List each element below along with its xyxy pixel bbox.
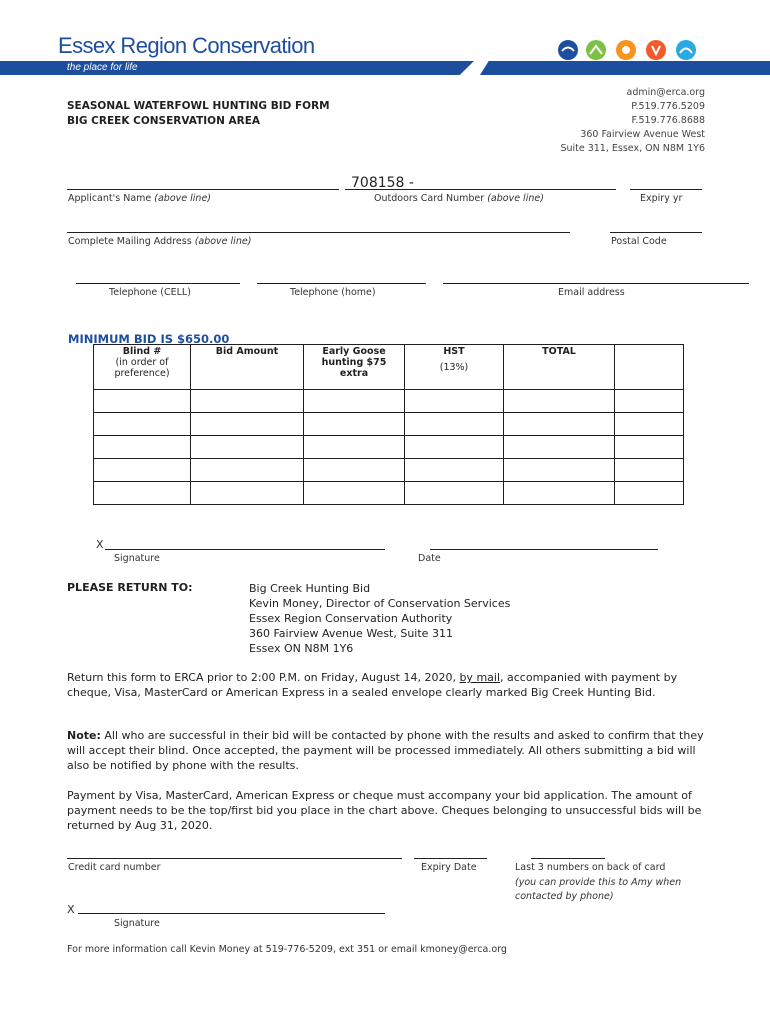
table-row (94, 413, 684, 436)
credit-card-label: Credit card number (68, 862, 161, 873)
mailing-address-label: Complete Mailing Address (above line) (68, 236, 252, 247)
return-to-heading: PLEASE RETURN TO: (67, 581, 193, 594)
expiry-date-line[interactable] (414, 858, 487, 859)
contact-street: 360 Fairview Avenue West (580, 129, 705, 140)
table-cell[interactable] (405, 390, 504, 413)
form-title-line-1: SEASONAL WATERFOWL HUNTING BID FORM (67, 100, 330, 112)
table-cell[interactable] (304, 413, 405, 436)
header-bar-right (480, 61, 770, 75)
table-row (94, 390, 684, 413)
col-hst: HST (13%) (405, 345, 504, 390)
table-cell[interactable] (615, 459, 684, 482)
outdoors-card-label: Outdoors Card Number (above line) (374, 193, 544, 204)
signature-line[interactable] (105, 549, 385, 550)
card-signature-line[interactable] (78, 913, 385, 914)
card-signature-x-mark: X (67, 903, 75, 916)
return-address (249, 581, 510, 656)
table-row (94, 459, 684, 482)
email-label: Email address (558, 287, 625, 298)
address-line: Kevin Money, Director of Conservation Services (249, 597, 511, 610)
table-cell[interactable] (94, 436, 191, 459)
table-cell[interactable] (405, 459, 504, 482)
table-cell[interactable] (504, 459, 615, 482)
contact-city: Suite 311, Essex, ON N8M 1Y6 (560, 143, 705, 154)
tel-home-label: Telephone (home) (290, 287, 376, 298)
col-blind: Blind # (in order of preference) (94, 345, 191, 390)
table-cell[interactable] (94, 482, 191, 505)
contact-phone: P.519.776.5209 (631, 101, 705, 112)
table-cell[interactable] (94, 413, 191, 436)
date-label: Date (418, 553, 441, 564)
signature-label: Signature (114, 553, 160, 564)
contact-email: admin@erca.org (626, 87, 705, 98)
outdoors-card-line[interactable] (345, 189, 616, 190)
org-name: Essex Region Conservation (58, 33, 315, 58)
tel-cell-label: Telephone (CELL) (109, 287, 191, 298)
applicant-name-line[interactable] (67, 189, 339, 190)
bid-table-header-row (94, 345, 684, 390)
signature-x-mark: X (96, 538, 104, 551)
address-line: 360 Fairview Avenue West, Suite 311 (249, 627, 453, 640)
footer-info: For more information call Kevin Money at 519-776-5209, ext 351 or email kmoney@erca.org (67, 944, 507, 955)
payment-paragraph: Payment by Visa, MasterCard, American Express or cheque must accompany your bid application. The amount of payment needs to be the top/first bid you place in the chart above. Cheques belonging to unsuccessful bids will be returned by Aug 31, 2020. (67, 789, 702, 832)
tel-cell-line[interactable] (76, 283, 240, 284)
tel-home-line[interactable] (257, 283, 426, 284)
table-cell[interactable] (504, 413, 615, 436)
table-row (94, 436, 684, 459)
table-cell[interactable] (615, 413, 684, 436)
cvv-note: (you can provide this to Amy when contacted by phone) (515, 877, 682, 902)
table-cell[interactable] (191, 390, 304, 413)
col-total: TOTAL (504, 345, 615, 390)
expiry-date-label: Expiry Date (421, 862, 477, 873)
tagline: the place for life (67, 62, 138, 73)
col-extra (615, 345, 684, 390)
date-line[interactable] (430, 549, 658, 550)
table-cell[interactable] (191, 436, 304, 459)
table-cell[interactable] (615, 390, 684, 413)
address-line: Essex ON N8M 1Y6 (249, 642, 354, 655)
contact-fax: F.519.776.8688 (631, 115, 705, 126)
table-cell[interactable] (504, 482, 615, 505)
contact-block (560, 86, 705, 156)
table-cell[interactable] (504, 390, 615, 413)
credit-card-line[interactable] (67, 858, 402, 859)
erca-logo-icon (556, 38, 706, 62)
table-cell[interactable] (304, 390, 405, 413)
table-cell[interactable] (94, 390, 191, 413)
table-cell[interactable] (405, 436, 504, 459)
table-cell[interactable] (191, 413, 304, 436)
table-cell[interactable] (94, 459, 191, 482)
expiry-yr-line[interactable] (630, 189, 702, 190)
expiry-yr-label: Expiry yr (640, 193, 683, 204)
table-cell[interactable] (304, 436, 405, 459)
col-bid-amount: Bid Amount (191, 345, 304, 390)
table-row (94, 482, 684, 505)
col-early-goose: Early Goose hunting $75 extra (304, 345, 405, 390)
card-signature-label: Signature (114, 918, 160, 929)
table-cell[interactable] (615, 436, 684, 459)
table-cell[interactable] (191, 482, 304, 505)
table-cell[interactable] (304, 482, 405, 505)
bid-table (93, 344, 684, 505)
address-line: Big Creek Hunting Bid (249, 582, 371, 595)
outdoors-card-value: 708158 - (351, 175, 414, 191)
cvv-label: Last 3 numbers on back of card (515, 862, 666, 873)
table-cell[interactable] (504, 436, 615, 459)
email-line[interactable] (443, 283, 749, 284)
table-cell[interactable] (191, 459, 304, 482)
table-cell[interactable] (304, 459, 405, 482)
note-paragraph: Note: All who are successful in their bid will be contacted by phone with the results and asked to confirm that they will accept their blind. Once accepted, the payment will be processed immediately. All others submitting a bid will also be notified by phone with the results. (67, 729, 704, 772)
minimum-bid-heading: MINIMUM BID IS $650.00 (68, 332, 230, 346)
applicant-name-label: Applicant's Name (above line) (68, 193, 211, 204)
return-instructions: Return this form to ERCA prior to 2:00 P.M. on Friday, August 14, 2020, by mail, accompanied with payment by cheque, Visa, MasterCard or American Express in a sealed envelope clearly marked Big Creek Hunting Bid. (67, 671, 678, 699)
form-title-line-2: BIG CREEK CONSERVATION AREA (67, 115, 261, 127)
mailing-address-line[interactable] (67, 232, 570, 233)
cvv-line[interactable] (531, 858, 605, 859)
address-line: Essex Region Conservation Authority (249, 612, 453, 625)
postal-code-label: Postal Code (611, 236, 667, 247)
table-cell[interactable] (405, 413, 504, 436)
table-cell[interactable] (405, 482, 504, 505)
postal-code-line[interactable] (610, 232, 702, 233)
table-cell[interactable] (615, 482, 684, 505)
form-title (67, 99, 330, 129)
by-mail-link: by mail (459, 671, 501, 684)
